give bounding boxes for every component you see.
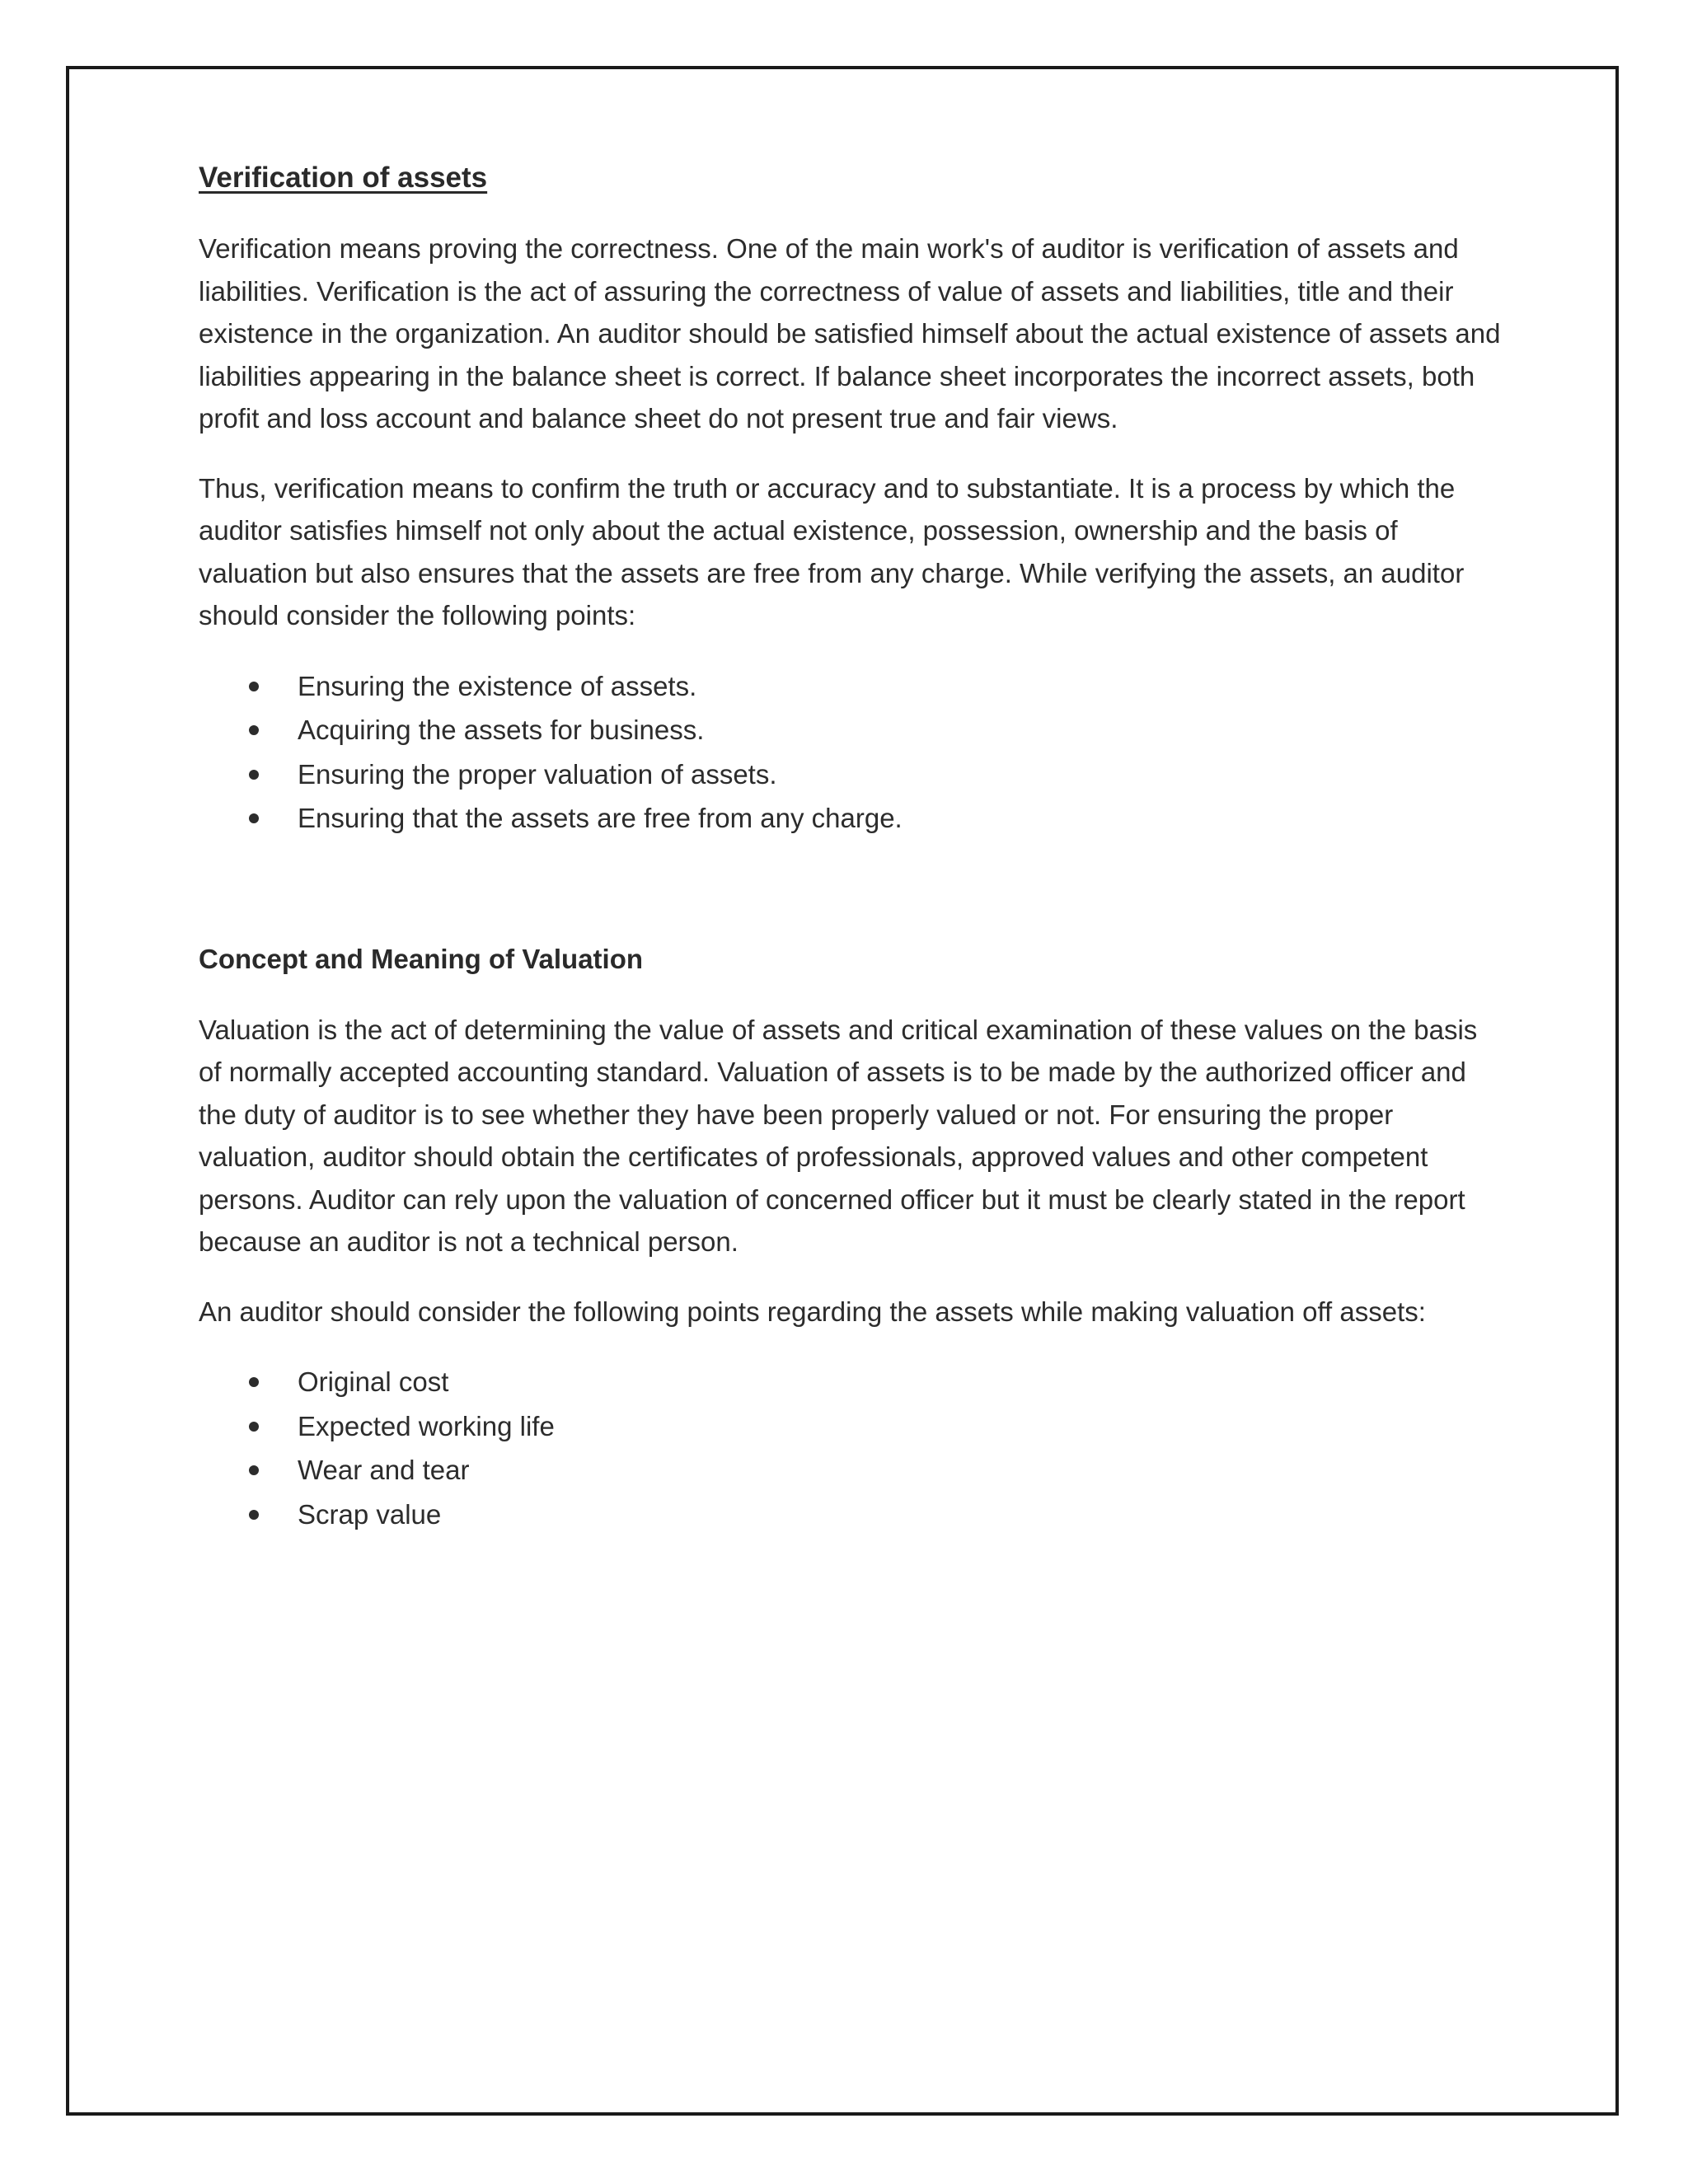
list-item-text: Ensuring the proper valuation of assets. — [298, 758, 777, 790]
paragraph: An auditor should consider the following points regarding the assets while making valuation off assets: — [199, 1296, 1426, 1327]
bullet-icon — [249, 1465, 259, 1475]
valuation-points-list — [199, 1360, 1501, 1536]
list-item-text: Original cost — [298, 1366, 449, 1397]
bullet-icon — [249, 682, 259, 691]
verification-points-list — [199, 664, 1501, 841]
document-body — [199, 157, 1501, 1536]
list-item-text: Ensuring that the assets are free from any charge. — [298, 803, 903, 833]
bullet-icon — [249, 1377, 259, 1387]
list-item-text: Ensuring the existence of assets. — [298, 670, 697, 701]
bullet-icon — [249, 725, 259, 735]
list-item — [199, 664, 1501, 709]
paragraph: Verification means proving the correctness. One of the main work's of auditor is verification of assets and liabilities. Verification is the act of assuring the correctness of value of assets and liabilities, title and their existence in the organization. An auditor should be satisfied himself about the actual existence of assets and liabilities appearing in the balance sheet is correct. If balance sheet incorporates the incorrect assets, both profit and loss account and balance sheet do not present true and fair views. — [199, 233, 1501, 434]
bullet-icon — [249, 1510, 259, 1520]
paragraph: Valuation is the act of determining the value of assets and critical examination of these values on the basis of normally accepted accounting standard. Valuation of assets is to be made by the authorized officer and the duty of auditor is to see whether they have been properly valued or not. For ensuring the proper valuation, auditor should obtain the certificates of professionals, approved values and other competent persons. Auditor can rely upon the valuation of concerned officer but it must be clearly stated in the report because an auditor is not a technical person. — [199, 1014, 1478, 1257]
bullet-icon — [249, 770, 259, 780]
list-item — [199, 1404, 1501, 1449]
list-item — [199, 708, 1501, 752]
section-heading-verification: Verification of assets — [199, 162, 488, 194]
list-item — [199, 1448, 1501, 1493]
list-item-text: Acquiring the assets for business. — [298, 715, 705, 745]
paragraph: Thus, verification means to confirm the truth or accuracy and to substantiate. It is a process by which the auditor satisfies himself not only about the actual existence, possession, ownership and the basis of valuation but also ensures that the assets are free from any charge. While verifying the assets, an auditor should consider the following points: — [199, 472, 1465, 630]
list-item — [199, 1360, 1501, 1404]
list-item-text: Wear and tear — [298, 1455, 470, 1485]
section-heading-valuation: Concept and Meaning of Valuation — [199, 943, 644, 974]
list-item — [199, 1493, 1501, 1537]
section-spacer — [199, 841, 1501, 938]
bullet-icon — [249, 1422, 259, 1432]
list-item-text: Scrap value — [298, 1498, 442, 1530]
bullet-icon — [249, 813, 259, 823]
list-item — [199, 752, 1501, 797]
list-item-text: Expected working life — [298, 1410, 555, 1441]
list-item — [199, 796, 1501, 841]
